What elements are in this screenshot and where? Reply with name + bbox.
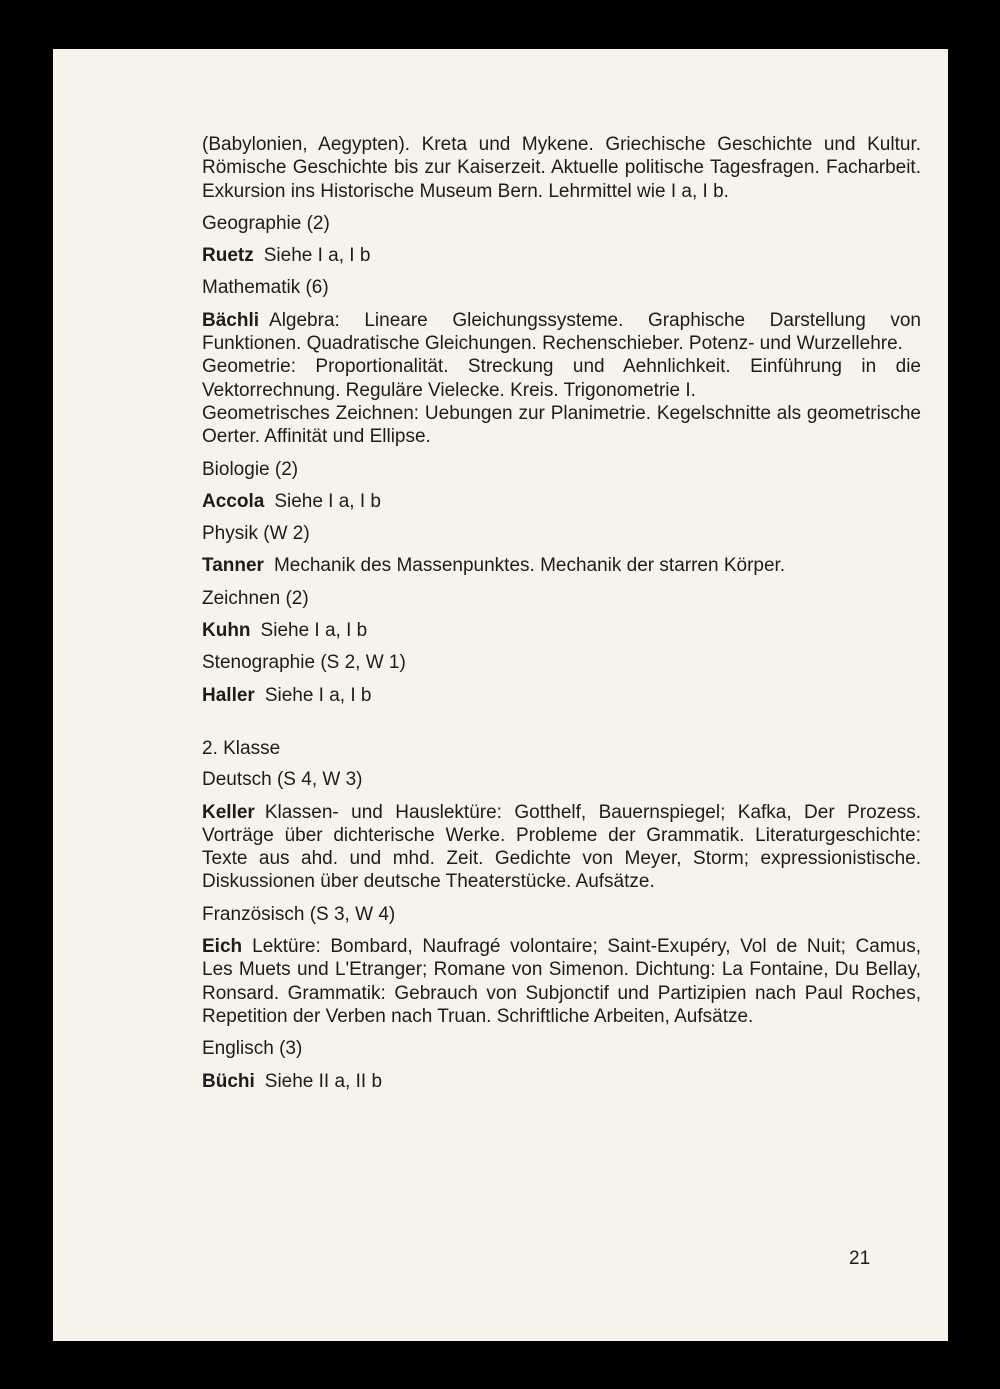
franzoesisch-text: Lektüre: Bombard, Naufragé volontaire; Saint-Exupéry, Vol de Nuit; Camus, Les Muets und L'Etranger; Romane von Simenon. Dichtung: La Fontaine, Du Bellay, Ronsard. Grammatik: Gebrauch von Subjonctif und Partizipien nach Paul Roches, Repetition der Verben nach Truan. Schriftliche Arbeiten, Aufsätze.	[202, 936, 921, 1027]
deutsch-text: Klassen- und Hauslektüre: Gotthelf, Bauernspiegel; Kafka, Der Prozess. Vorträge über dichterische Werke. Probleme der Grammatik. Literaturgeschichte: Texte aus ahd. und mhd. Zeit. Gedichte von Meyer, Storm; expressionistische. Diskussionen über deutsche Theaterstücke. Aufsätze.	[202, 801, 921, 893]
mathematik-teacher: Bächli	[202, 309, 260, 331]
physik-entry	[202, 554, 921, 577]
zeichnen-text: Siehe I a, I b	[260, 620, 368, 642]
document-page	[53, 49, 948, 1341]
englisch-heading: Englisch (3)	[202, 1038, 303, 1060]
stenographie-teacher: Haller	[202, 684, 255, 706]
stenographie-entry	[202, 684, 921, 707]
deutsch-heading: Deutsch (S 4, W 3)	[202, 769, 363, 791]
biologie-entry	[202, 490, 921, 513]
mathematik-algebra: Algebra: Lineare Gleichungssysteme. Graphische Darstellung von Funktionen. Quadratische Gleichungen. Rechenschieber. Potenz- und Wurzellehre.	[202, 309, 921, 355]
zeichnen-teacher: Kuhn	[202, 620, 251, 642]
klasse-heading: 2. Klasse	[202, 737, 281, 759]
mathematik-geometrie: Geometrie: Proportionalität. Streckung und Aehnlichkeit. Einführung in die Vektorrechnung. Reguläre Vielecke. Kreis. Trigonometrie I.	[202, 356, 921, 401]
intro-paragraph: (Babylonien, Aegypten). Kreta und Mykene. Griechische Geschichte und Kultur. Römische Geschichte bis zur Kaiserzeit. Aktuelle politische Tagesfragen. Facharbeit. Exkursion ins Historische Museum Bern. Lehrmittel wie I a, I b.	[202, 134, 921, 202]
englisch-text: Siehe II a, II b	[264, 1070, 383, 1092]
geographie-entry	[202, 244, 921, 267]
physik-teacher: Tanner	[202, 555, 264, 577]
mathematik-heading: Mathematik (6)	[202, 277, 329, 299]
page-number: 21	[849, 1248, 871, 1269]
geographie-heading: Geographie (2)	[202, 212, 330, 234]
zeichnen-entry	[202, 619, 921, 642]
stenographie-heading: Stenographie (S 2, W 1)	[202, 652, 406, 674]
geographie-text: Siehe I a, I b	[263, 245, 371, 267]
geographie-teacher: Ruetz	[202, 245, 254, 267]
stenographie-text: Siehe I a, I b	[264, 684, 372, 706]
franzoesisch-entry	[202, 935, 921, 1028]
englisch-entry	[202, 1070, 921, 1093]
physik-heading: Physik (W 2)	[202, 523, 310, 545]
deutsch-entry	[202, 801, 921, 894]
franzoesisch-teacher: Eich	[202, 936, 243, 958]
page-content	[202, 133, 921, 1093]
deutsch-teacher: Keller	[202, 801, 255, 823]
biologie-teacher: Accola	[202, 490, 265, 512]
mathematik-entry	[202, 309, 921, 356]
biologie-heading: Biologie (2)	[202, 458, 299, 480]
biologie-text: Siehe I a, I b	[274, 490, 381, 512]
mathematik-zeichnen: Geometrisches Zeichnen: Uebungen zur Planimetrie. Kegelschnitte als geometrische Oerter. Affinität und Ellipse.	[202, 402, 921, 448]
physik-text: Mechanik des Massenpunktes. Mechanik der starren Körper.	[273, 555, 786, 577]
zeichnen-heading: Zeichnen (2)	[202, 587, 309, 609]
franzoesisch-heading: Französisch (S 3, W 4)	[202, 903, 396, 925]
englisch-teacher: Büchi	[202, 1070, 255, 1092]
